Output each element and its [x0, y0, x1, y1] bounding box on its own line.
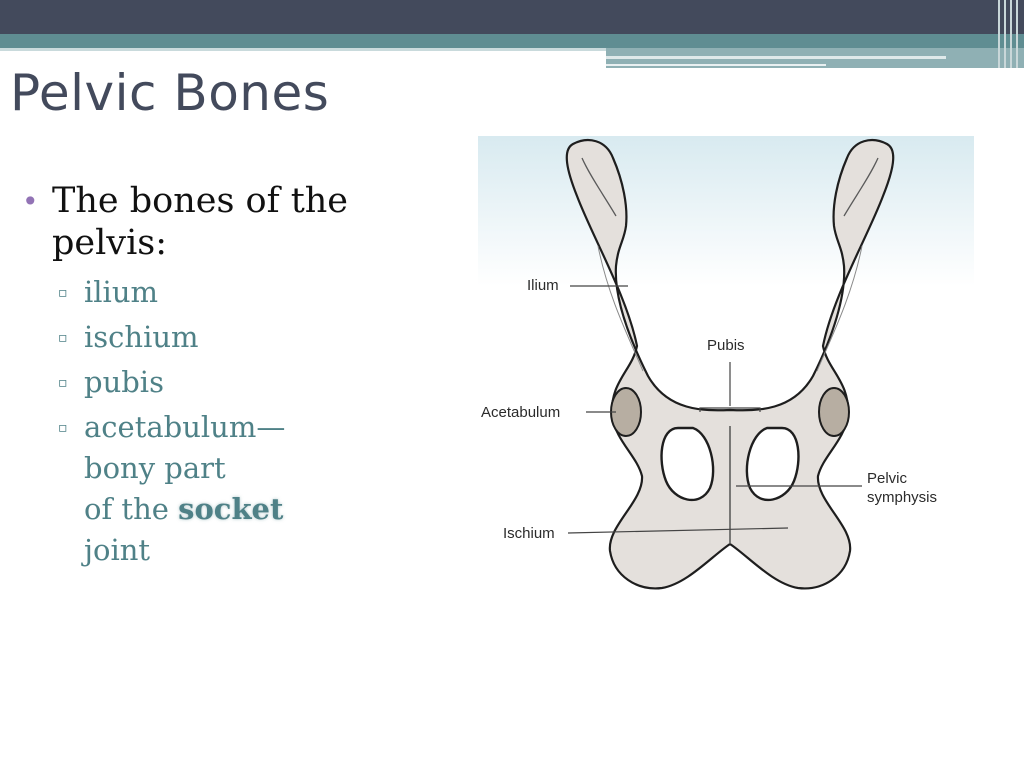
- sub-bullet-text: ilium: [84, 275, 159, 309]
- bullet-dot-icon: •: [22, 185, 39, 218]
- header-right-block-highlight: [606, 56, 946, 59]
- socket-emphasis: socket: [178, 492, 284, 526]
- sub-bullet-line-1: acetabulum—: [84, 410, 286, 444]
- square-bullet-icon: ▫: [58, 330, 68, 346]
- right-obturator-foramen: [747, 428, 799, 500]
- label-pubis: Pubis: [707, 337, 745, 354]
- sub-bullet-text: pubis: [84, 365, 164, 399]
- main-bullet-text: The bones of the pelvis:: [52, 181, 349, 263]
- pelvis-diagram: [478, 136, 974, 606]
- left-obturator-foramen: [662, 428, 714, 500]
- header-dark-bar: [0, 0, 1024, 34]
- label-acetabulum: Acetabulum: [481, 404, 561, 421]
- header-corner-stripes: [994, 0, 1024, 68]
- sub-bullet-acetabulum: [58, 407, 422, 571]
- sub-bullet-ilium: [58, 272, 422, 313]
- square-bullet-icon: ▫: [58, 420, 68, 436]
- label-pelvic-symphysis-2: symphysis: [867, 489, 938, 506]
- sub-bullet-text: ischium: [84, 320, 199, 354]
- sub-bullet-line-4: joint: [84, 533, 151, 567]
- label-pelvic-symphysis-1: Pelvic: [867, 470, 908, 487]
- sub-bullet-ischium: [58, 317, 422, 358]
- header-teal-band: [0, 34, 1024, 48]
- right-acetabulum-socket: [819, 388, 849, 436]
- slide-title: Pelvic Bones: [10, 64, 330, 122]
- sub-bullet-line-3-prefix: of the: [84, 492, 179, 526]
- label-ischium: Ischium: [503, 525, 555, 542]
- square-bullet-icon: ▫: [58, 285, 68, 301]
- header-right-block-line: [606, 64, 826, 66]
- main-bullet: [22, 180, 422, 264]
- sub-bullet-list: [22, 272, 422, 571]
- bullet-list: [22, 180, 422, 575]
- sub-bullet-pubis: [58, 362, 422, 403]
- label-ilium: Ilium: [527, 277, 559, 294]
- sub-bullet-line-2: bony part: [84, 451, 226, 485]
- square-bullet-icon: ▫: [58, 375, 68, 391]
